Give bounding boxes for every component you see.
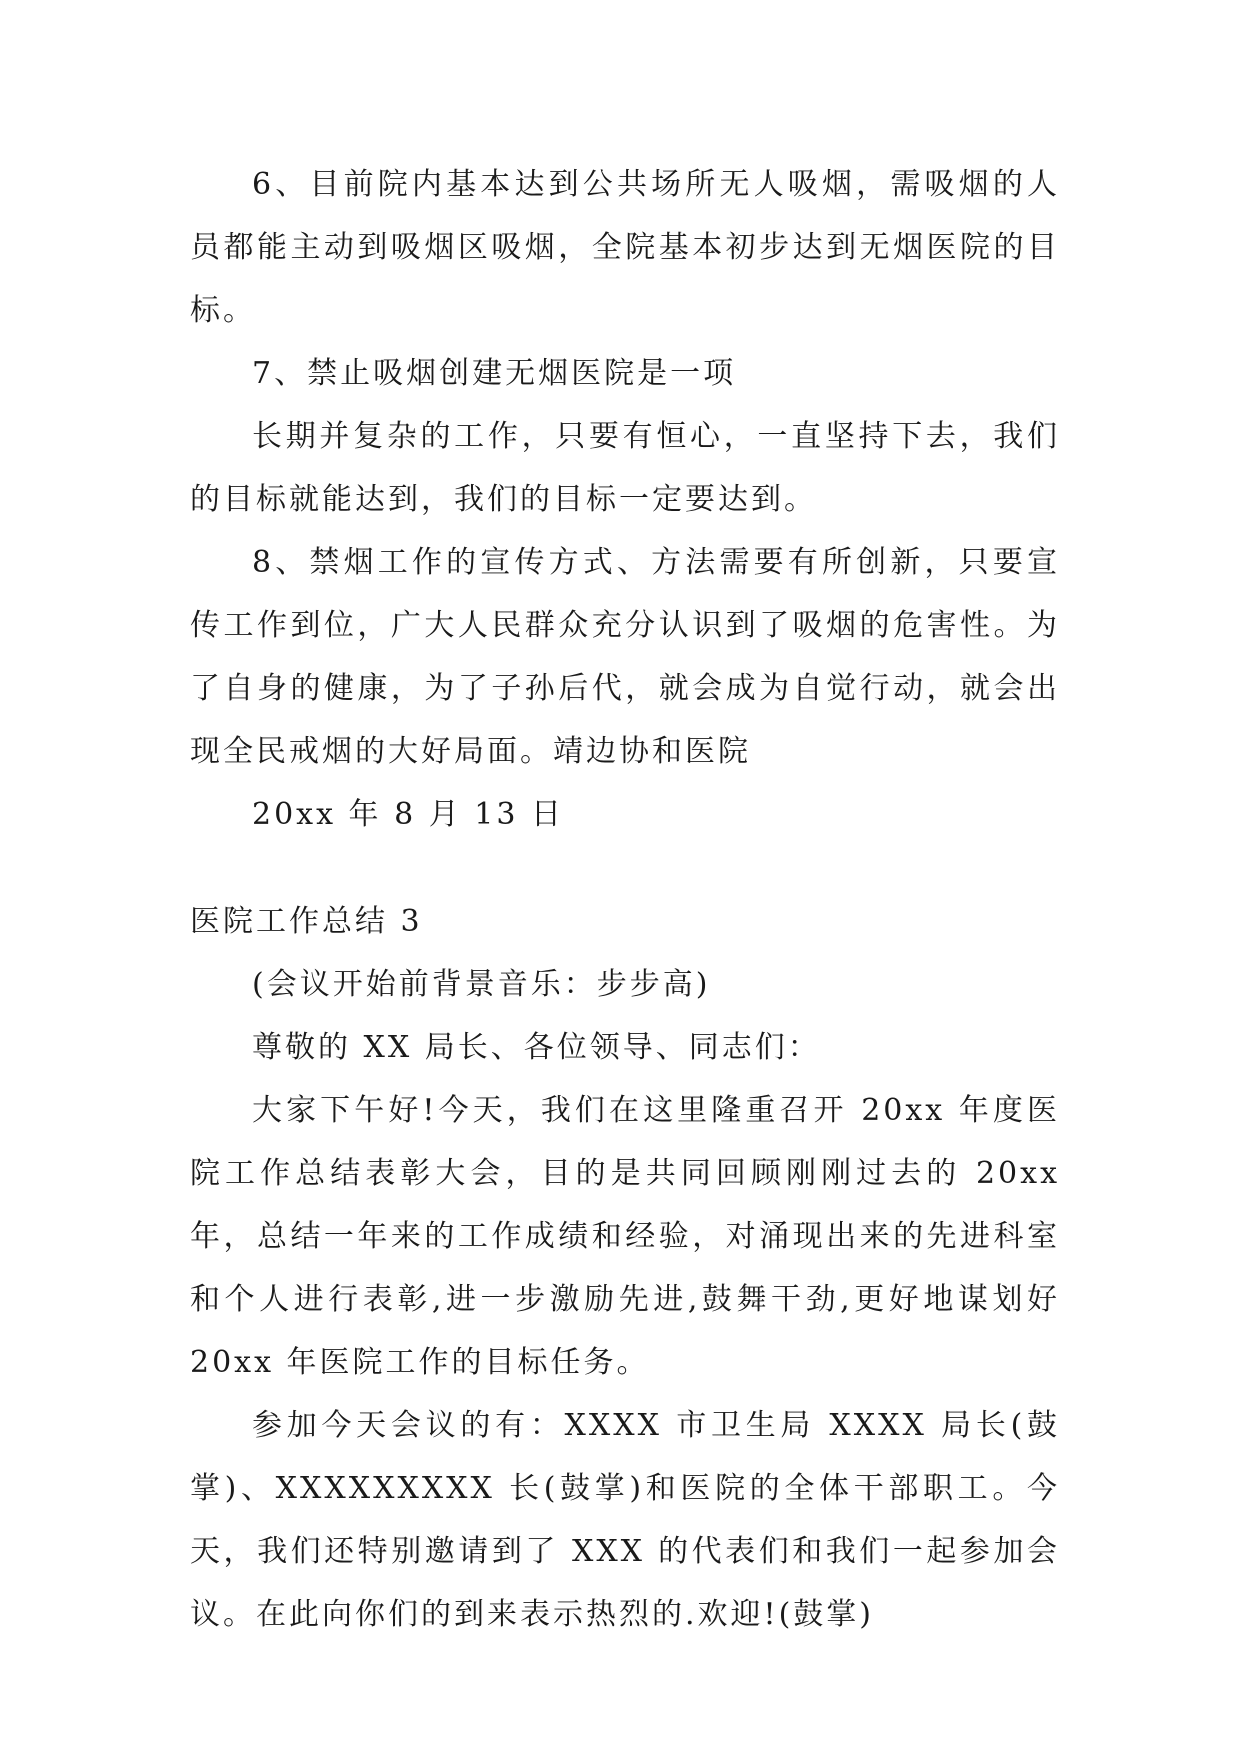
paragraph-item-8: 8、禁烟工作的宣传方式、方法需要有所创新，只要宣传工作到位，广大人民群众充分认识到了吸烟的危害性。为了自身的健康，为了子孙后代，就会成为自觉行动，就会出现全民戒烟的大好局面。靖边协和医院 — [190, 545, 1060, 769]
paragraph-item-6: 6、目前院内基本达到公共场所无人吸烟，需吸烟的人员都能主动到吸烟区吸烟，全院基本初步达到无烟医院的目标。 — [190, 167, 1060, 328]
paragraph-attendees: 参加今天会议的有：XXXX 市卫生局 XXXX 局长(鼓掌)、XXXXXXXXX 长(鼓掌)和医院的全体干部职工。今天，我们还特别邀请到了 XXX 的代表们和我们一起参加会议。在此向你们的到来表示热烈的.欢迎!(鼓掌) — [190, 1408, 1060, 1632]
document-body — [190, 153, 1060, 1646]
paragraph-item-7-intro: 7、禁止吸烟创建无烟医院是一项 — [252, 356, 737, 391]
paragraph-salutation: 尊敬的 XX 局长、各位领导、同志们： — [252, 1030, 821, 1065]
paragraph-background-music: (会议开始前背景音乐：步步高) — [252, 967, 711, 1002]
paragraph-opening: 大家下午好!今天，我们在这里隆重召开 20xx 年度医院工作总结表彰大会，目的是共同回顾刚刚过去的 20xx 年，总结一年来的工作成绩和经验，对涌现出来的先进科室和个人进行表彰,进一步激励先进,鼓舞干劲,更好地谋划好 20xx 年医院工作的目标任务。 — [190, 1093, 1060, 1380]
paragraph-item-7-body: 长期并复杂的工作，只要有恒心，一直坚持下去，我们的目标就能达到，我们的目标一定要达到。 — [190, 419, 1060, 517]
section-title: 医院工作总结 3 — [190, 904, 423, 939]
date-line: 20xx 年 8 月 13 日 — [252, 797, 564, 832]
